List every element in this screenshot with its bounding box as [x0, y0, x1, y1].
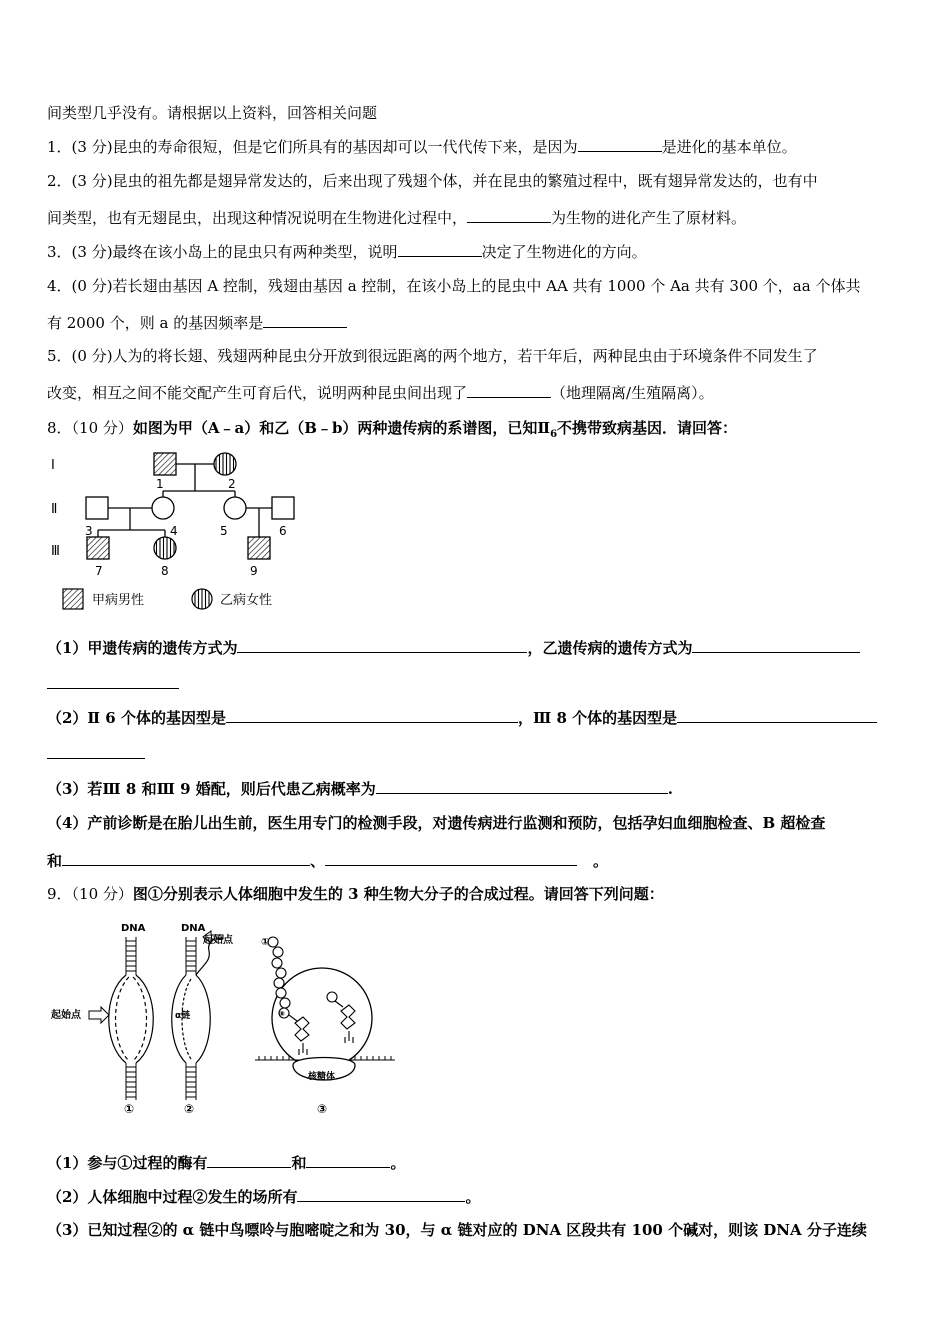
- answer-blank[interactable]: [467, 207, 551, 223]
- panel-label-1: ①: [124, 1102, 135, 1116]
- answer-blank[interactable]: [398, 241, 482, 257]
- q7-sub4-line1: 4．(0 分)若长翅由基因 A 控制，残翅由基因 a 控制，在该小岛上的昆虫中 AA 共有 1000 个 Aa 共有 300 个，aa 个体共: [47, 277, 861, 295]
- individual-7: [87, 537, 109, 559]
- legend-striped-circle: [192, 589, 212, 609]
- q8-sub2-cont: [47, 743, 145, 764]
- q7-sub1: 1．(3 分)昆虫的寿命很短，但是它们所具有的基因却可以一代代传下来，是因为 是进化的基本单位。: [47, 138, 797, 156]
- dna-label-1: DNA: [121, 923, 146, 934]
- q9-sub1: （1）参与①过程的酶有 和 。: [47, 1154, 406, 1172]
- answer-blank[interactable]: [47, 673, 179, 689]
- bead-start-label: ①: [261, 937, 270, 948]
- generation-label: Ⅱ: [51, 502, 58, 517]
- individual-5: [224, 497, 246, 519]
- amino-acid-bead: [280, 998, 290, 1008]
- amino-acid-bead: [327, 992, 337, 1002]
- panel-label-2: ②: [184, 1102, 195, 1116]
- q8-sub3: （3）若Ⅲ 8 和Ⅲ 9 婚配，则后代患乙病概率为 .: [47, 780, 673, 798]
- panel-label-3: ③: [317, 1102, 328, 1116]
- individual-1: [154, 453, 176, 475]
- individual-4: [152, 497, 174, 519]
- answer-blank[interactable]: [677, 707, 877, 723]
- q9-sub3-line1: （3）已知过程②的 α 链中鸟嘌呤与胞嘧啶之和为 30，与 α 链对应的 DNA 区段共有 100 个碱对，则该 DNA 分子连续: [47, 1221, 867, 1239]
- legend-hatch-square: [63, 589, 83, 609]
- answer-blank[interactable]: [207, 1152, 291, 1168]
- generation-label: Ⅲ: [51, 544, 60, 559]
- q7-sub3: 3．(3 分)最终在该小岛上的昆虫只有两种类型，说明 决定了生物进化的方向。: [47, 243, 647, 261]
- origin-label-2: 起始点: [203, 935, 233, 946]
- generation-label: Ⅰ: [51, 458, 55, 473]
- ribosome-label: 核糖体: [308, 1072, 336, 1082]
- individual-number: 3: [85, 524, 93, 538]
- individual-number: 9: [250, 564, 258, 578]
- q7-sub5-line1: 5．(0 分)人为的将长翅、残翅两种昆虫分开放到很远距离的两个地方，若干年后，两种昆虫由于环境条件不同发生了: [47, 347, 818, 365]
- amino-acid-bead: [276, 988, 286, 998]
- answer-blank[interactable]: [62, 850, 310, 866]
- answer-blank[interactable]: [297, 1186, 465, 1202]
- amino-acid-bead: [273, 947, 283, 957]
- amino-acid-bead: [276, 968, 286, 978]
- q7-sub4-line2: 有 2000 个，则 a 的基因频率是: [47, 312, 347, 333]
- amino-acid-bead: [274, 978, 284, 988]
- q7-sub5-line2: 改变，相互之间不能交配产生可育后代，说明两种昆虫间出现了 （地理隔离/生殖隔离）。: [47, 384, 714, 402]
- intro-tail: 间类型几乎没有。请根据以上资料，回答相关问题: [47, 104, 378, 122]
- q9-sub2: （2）人体细胞中过程②发生的场所有 。: [47, 1188, 481, 1206]
- answer-blank[interactable]: [376, 778, 668, 794]
- origin-label-1: 起始点: [51, 1010, 81, 1021]
- individual-9: [248, 537, 270, 559]
- q8-sub4-line1: （4）产前诊断是在胎儿出生前，医生用专门的检测手段，对遗传病进行监测和预防，包括孕妇血细胞检查、B 超检查: [47, 814, 826, 832]
- answer-blank[interactable]: [692, 637, 860, 653]
- q7-sub2-line2: 间类型，也有无翅昆虫，出现这种情况说明在生物进化过程中， 为生物的进化产生了原材料。: [47, 209, 747, 227]
- pedigree-chart: [40, 446, 320, 616]
- alpha-chain-label: α链: [175, 1011, 191, 1021]
- q8-sub4-line2: 和 、 。: [47, 852, 609, 870]
- individual-number: 5: [220, 524, 228, 538]
- individual-number: 8: [161, 564, 169, 578]
- legend-label-a: 甲病男性: [92, 593, 145, 608]
- answer-blank[interactable]: [467, 382, 551, 398]
- q8-title: 8．（10 分）如图为甲（A﹣a）和乙（B﹣b）两种遗传病的系谱图，已知$Ⅱ_6$不携带致病基因．请回答：: [47, 419, 738, 440]
- answer-blank[interactable]: [237, 637, 527, 653]
- individual-6: [272, 497, 294, 519]
- individual-number: 7: [95, 564, 103, 578]
- individual-number: 1: [156, 477, 164, 491]
- amino-acid-bead: [272, 958, 282, 968]
- answer-blank[interactable]: [306, 1152, 390, 1168]
- individual-number: 2: [228, 477, 236, 491]
- answer-blank[interactable]: [578, 136, 662, 152]
- answer-blank[interactable]: [263, 312, 347, 328]
- legend-label-b: 乙病女性: [220, 593, 273, 608]
- q8-sub1: （1）甲遗传病的遗传方式为 ，乙遗传病的遗传方式为: [47, 637, 860, 658]
- dna-label-2: DNA: [181, 923, 206, 934]
- answer-blank[interactable]: [226, 707, 518, 723]
- q8-sub1-cont: [47, 673, 179, 694]
- q8-sub2: （2）Ⅱ 6 个体的基因型是 ，Ⅲ 8 个体的基因型是: [47, 707, 877, 728]
- synthesis-figure: [45, 915, 425, 1120]
- individual-8: [154, 537, 176, 559]
- individual-number: 6: [279, 524, 287, 538]
- answer-blank[interactable]: [47, 743, 145, 759]
- answer-blank[interactable]: [325, 850, 577, 866]
- individual-3: [86, 497, 108, 519]
- q7-sub2-line1: 2．(3 分)昆虫的祖先都是翅异常发达的，后来出现了残翅个体，并在昆虫的繁殖过程中，既有翅异常发达的，也有中: [47, 172, 818, 190]
- bead-end-label: ⑧: [279, 1010, 285, 1018]
- q9-title: 9．（10 分）图①分别表示人体细胞中发生的 3 种生物大分子的合成过程。请回答下列问题：: [47, 885, 664, 903]
- individual-number: 4: [170, 524, 178, 538]
- individual-2: [214, 453, 236, 475]
- amino-acid-bead: [268, 937, 278, 947]
